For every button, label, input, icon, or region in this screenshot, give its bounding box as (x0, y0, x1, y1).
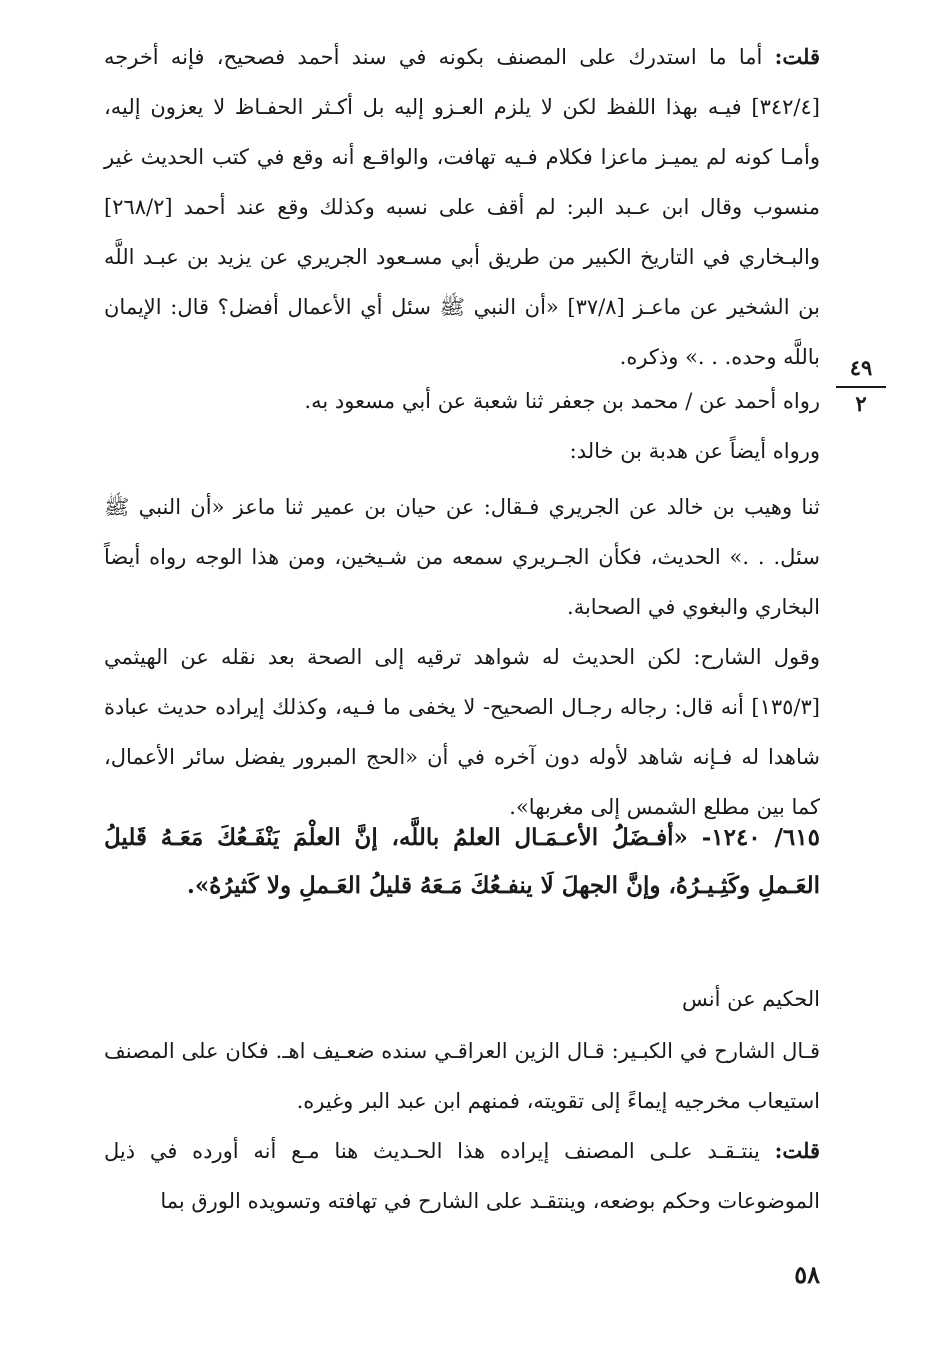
qultu-label: قلت: (774, 44, 820, 69)
paragraph-text: أما ما استدرك على المصنف بكونه في سند أحمد فصحيح، فإنه أخرجه [٣٤٢/٤] فيـه بهذا اللفظ لكن لا يلزم العـزو إليه بل أكـثر الحفـاظ لا يعزون إليه، وأمـا كونه لم يميـز ماعزا فكلام فـيه تهافت، والواقـع أنه وقع في كتب الحديث غير منسوب وقال ابن عـبد البر: لم أقف على نسبه وكذلك وقع عند أحمد [٢٦٨/٢] والبـخاري في التاريخ الكبير من طريق أبي مسـعود الجريري عن يزيد بن عبـد اللَّه بن الشخير عن ماعـز [٣٧/٨] «أن النبي ﷺ سئل أي الأعمال أفضل؟ قال: الإيمان باللَّه وحده. . .» وذكره. (104, 45, 820, 369)
paragraph-text: قـال الشارح في الكبـير: قـال الزين العراقـي سنده ضعـيف اهـ. فكان على المصنف استيعاب مخرجيه إيماءً إلى تقويته، فمنهم ابن عبد البر وغيره. (104, 1039, 820, 1113)
hadith-text (104, 814, 820, 910)
paragraph-ahmad-chain (104, 376, 820, 426)
paragraph-iraqi (104, 1026, 820, 1126)
paragraph-sharih-shawahid (104, 632, 820, 832)
paragraph-hudba (104, 426, 820, 476)
paragraph-istidrak (104, 32, 820, 382)
paragraph-text: ينتـقـد علـى المصنف إيراده هذا الحـديث هنا مـع أنه أورده في ذيل الموضوعات وحكم بوضعه، وينتقـد على الشارح في تهافته وتسويده الورق بما (104, 1139, 820, 1213)
source-line: الحكيم عن أنس (681, 987, 820, 1011)
paragraph-text: رواه أحمد عن / محمد بن جعفر ثنا شعبة عن أبي مسعود به. (304, 389, 820, 413)
paragraph-text: ثنا وهيب بن خالد عن الجريري فـقال: عن حيان بن عمير ثنا ماعز «أن النبي ﷺ سئل. . .» الحديث، فكأن الجـريري سمعه من شـيخين، ومن هذا الوجه رواه أيضاً البخاري والبغوي في الصحابة. (104, 495, 820, 619)
page-number: ٥٨ (794, 1260, 820, 1289)
paragraph-text: وقول الشارح: لكن الحديث له شواهد ترقيه إلى الصحة بعد نقله عن الهيثمي [١٣٥/٣] أنه قال: رجاله رجـال الصحيح- لا يخفى ما فـيه، وكذلك إيراده حديث عبادة شاهدا له فـإنه شاهد لأوله دون آخره في أن «الحج المبرور يفضل سائر الأعمال، كما بين مطلع الشمس إلى مغربها». (104, 645, 820, 819)
margin-ref-top: ٤٩ (849, 355, 873, 380)
paragraph-wuhayb (104, 482, 820, 632)
qultu-label: قلت: (774, 1138, 820, 1163)
margin-page-reference (836, 354, 886, 418)
hadith-source (104, 974, 820, 1024)
paragraph-critique (104, 1126, 820, 1226)
hadith-body: ٦١٥/ ١٢٤٠- «أفـضَلُ الأعـمَـال العلمُ باللَّه، إنَّ العلْمَ يَنْفَـعُكَ مَعَـهُ قَليلُ العَـملِ وكَثِـيـرُهُ، وإنَّ الجهلَ لَا ينفـعُكَ مَـعَهُ قليلُ العَـملِ ولا كَثيرُهُ». (104, 824, 820, 899)
margin-ref-bottom: ٢ (855, 391, 867, 416)
paragraph-text: ورواه أيضاً عن هدبة بن خالد: (569, 439, 820, 463)
margin-ref-divider (836, 386, 886, 388)
